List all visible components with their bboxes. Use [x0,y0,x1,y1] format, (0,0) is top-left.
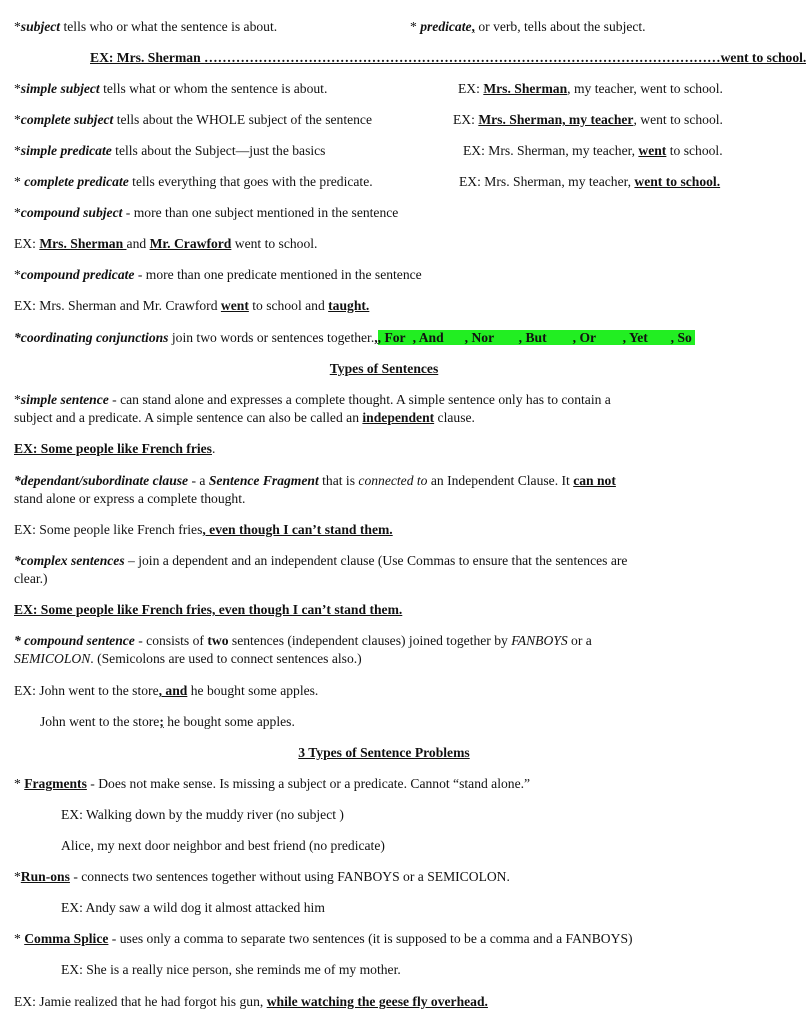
line-compound-subject-example: EX: Mrs. Sherman and Mr. Crawford went to school. [14,236,318,251]
line-compound-predicate-example: EX: Mrs. Sherman and Mr. Crawford went to school and taught. [14,298,370,313]
heading-types-of-sentences: Types of Sentences [329,361,439,376]
line-complete-subject-example: EX: Mrs. Sherman, my teacher, went to school. [453,112,723,127]
line-dependent-clause-example: EX: Some people like French fries, even though I can’t stand them. [14,522,393,537]
line-complex-sentences-cont: clear.) [14,571,48,586]
term-predicate: predicate [420,19,472,34]
line-complete-predicate: * complete predicate tells everything that goes with the predicate. [14,174,373,189]
line-compound-sentence: * compound sentence - consists of two sentences (independent clauses) joined together by FANBOYS or a [14,633,592,648]
line-complex-sentences: *complex sentences – join a dependent and an independent clause (Use Commas to ensure that the sentences are [14,553,628,568]
line-subject-def: *subject tells who or what the sentence is about. [14,19,278,34]
line-dependent-clause-cont: stand alone or express a complete thought. [14,491,246,506]
line-compound-example-2: John went to the store; he bought some apples. [40,714,295,729]
line-simple-sentence-cont: subject and a predicate. A simple sentence can also be called an independent clause. [14,410,475,425]
line-simple-predicate-example: EX: Mrs. Sherman, my teacher, went to school. [463,143,723,158]
line-complete-subject: *complete subject tells about the WHOLE subject of the sentence [14,112,373,127]
line-coordinating-conjunctions: *coordinating conjunctions join two words or sentences together.,, For , And , Nor , But , Or , Yet , So [14,329,695,347]
line-fragments: * Fragments - Does not make sense. Is missing a subject or a predicate. Cannot “stand alone.” [14,776,531,791]
line-dependent-clause: *dependant/subordinate clause - a Sentence Fragment that is connected to an Independent Clause. It can not [14,473,616,488]
line-comma-splice-example: EX: She is a really nice person, she reminds me of my mother. [61,962,401,977]
line-compound-sentence-cont: SEMICOLON. (Semicolons are used to connect sentences also.) [14,651,362,666]
line-complete-predicate-example: EX: Mrs. Sherman, my teacher, went to school. [459,174,721,189]
line-compound-predicate: *compound predicate - more than one predicate mentioned in the sentence [14,267,422,282]
line-misplaced-modifier-example: EX: Jamie realized that he had forgot his gun, while watching the geese fly overhead. [14,994,488,1009]
line-compound-subject: *compound subject - more than one subject mentioned in the sentence [14,205,399,220]
line-compound-example-1: EX: John went to the store, and he bought some apples. [14,683,319,698]
line-example-sherman-dots: EX: Mrs. Sherman ……………………………………………………………………………………………………went to school. [90,50,806,65]
heading-sentence-problems: 3 Types of Sentence Problems [298,745,470,760]
line-run-ons-example: EX: Andy saw a wild dog it almost attacked him [61,900,325,915]
line-simple-subject: *simple subject tells what or whom the sentence is about. [14,81,328,96]
line-simple-subject-example: EX: Mrs. Sherman, my teacher, went to school. [458,81,723,96]
term-subject: subject [20,19,61,34]
line-predicate-def: * predicate, or verb, tells about the subject. [410,19,646,34]
line-comma-splice: * Comma Splice - uses only a comma to separate two sentences (it is supposed to be a comma and a FANBOYS) [14,931,633,946]
line-simple-predicate: *simple predicate tells about the Subject—just the basics [14,143,326,158]
fanboys-highlight: , For , And , Nor , But , Or , Yet , So [378,330,695,345]
line-simple-sentence: *simple sentence - can stand alone and expresses a complete thought. A simple sentence only has to contain a [14,392,611,407]
line-complex-sentence-example: EX: Some people like French fries, even though I can’t stand them. [14,602,403,617]
line-run-ons: *Run-ons - connects two sentences together without using FANBOYS or a SEMICOLON. [14,869,510,884]
line-fragments-example-2: Alice, my next door neighbor and best friend (no predicate) [61,838,385,853]
line-simple-sentence-example: EX: Some people like French fries. [14,441,216,456]
line-fragments-example-1: EX: Walking down by the muddy river (no subject ) [61,807,344,822]
